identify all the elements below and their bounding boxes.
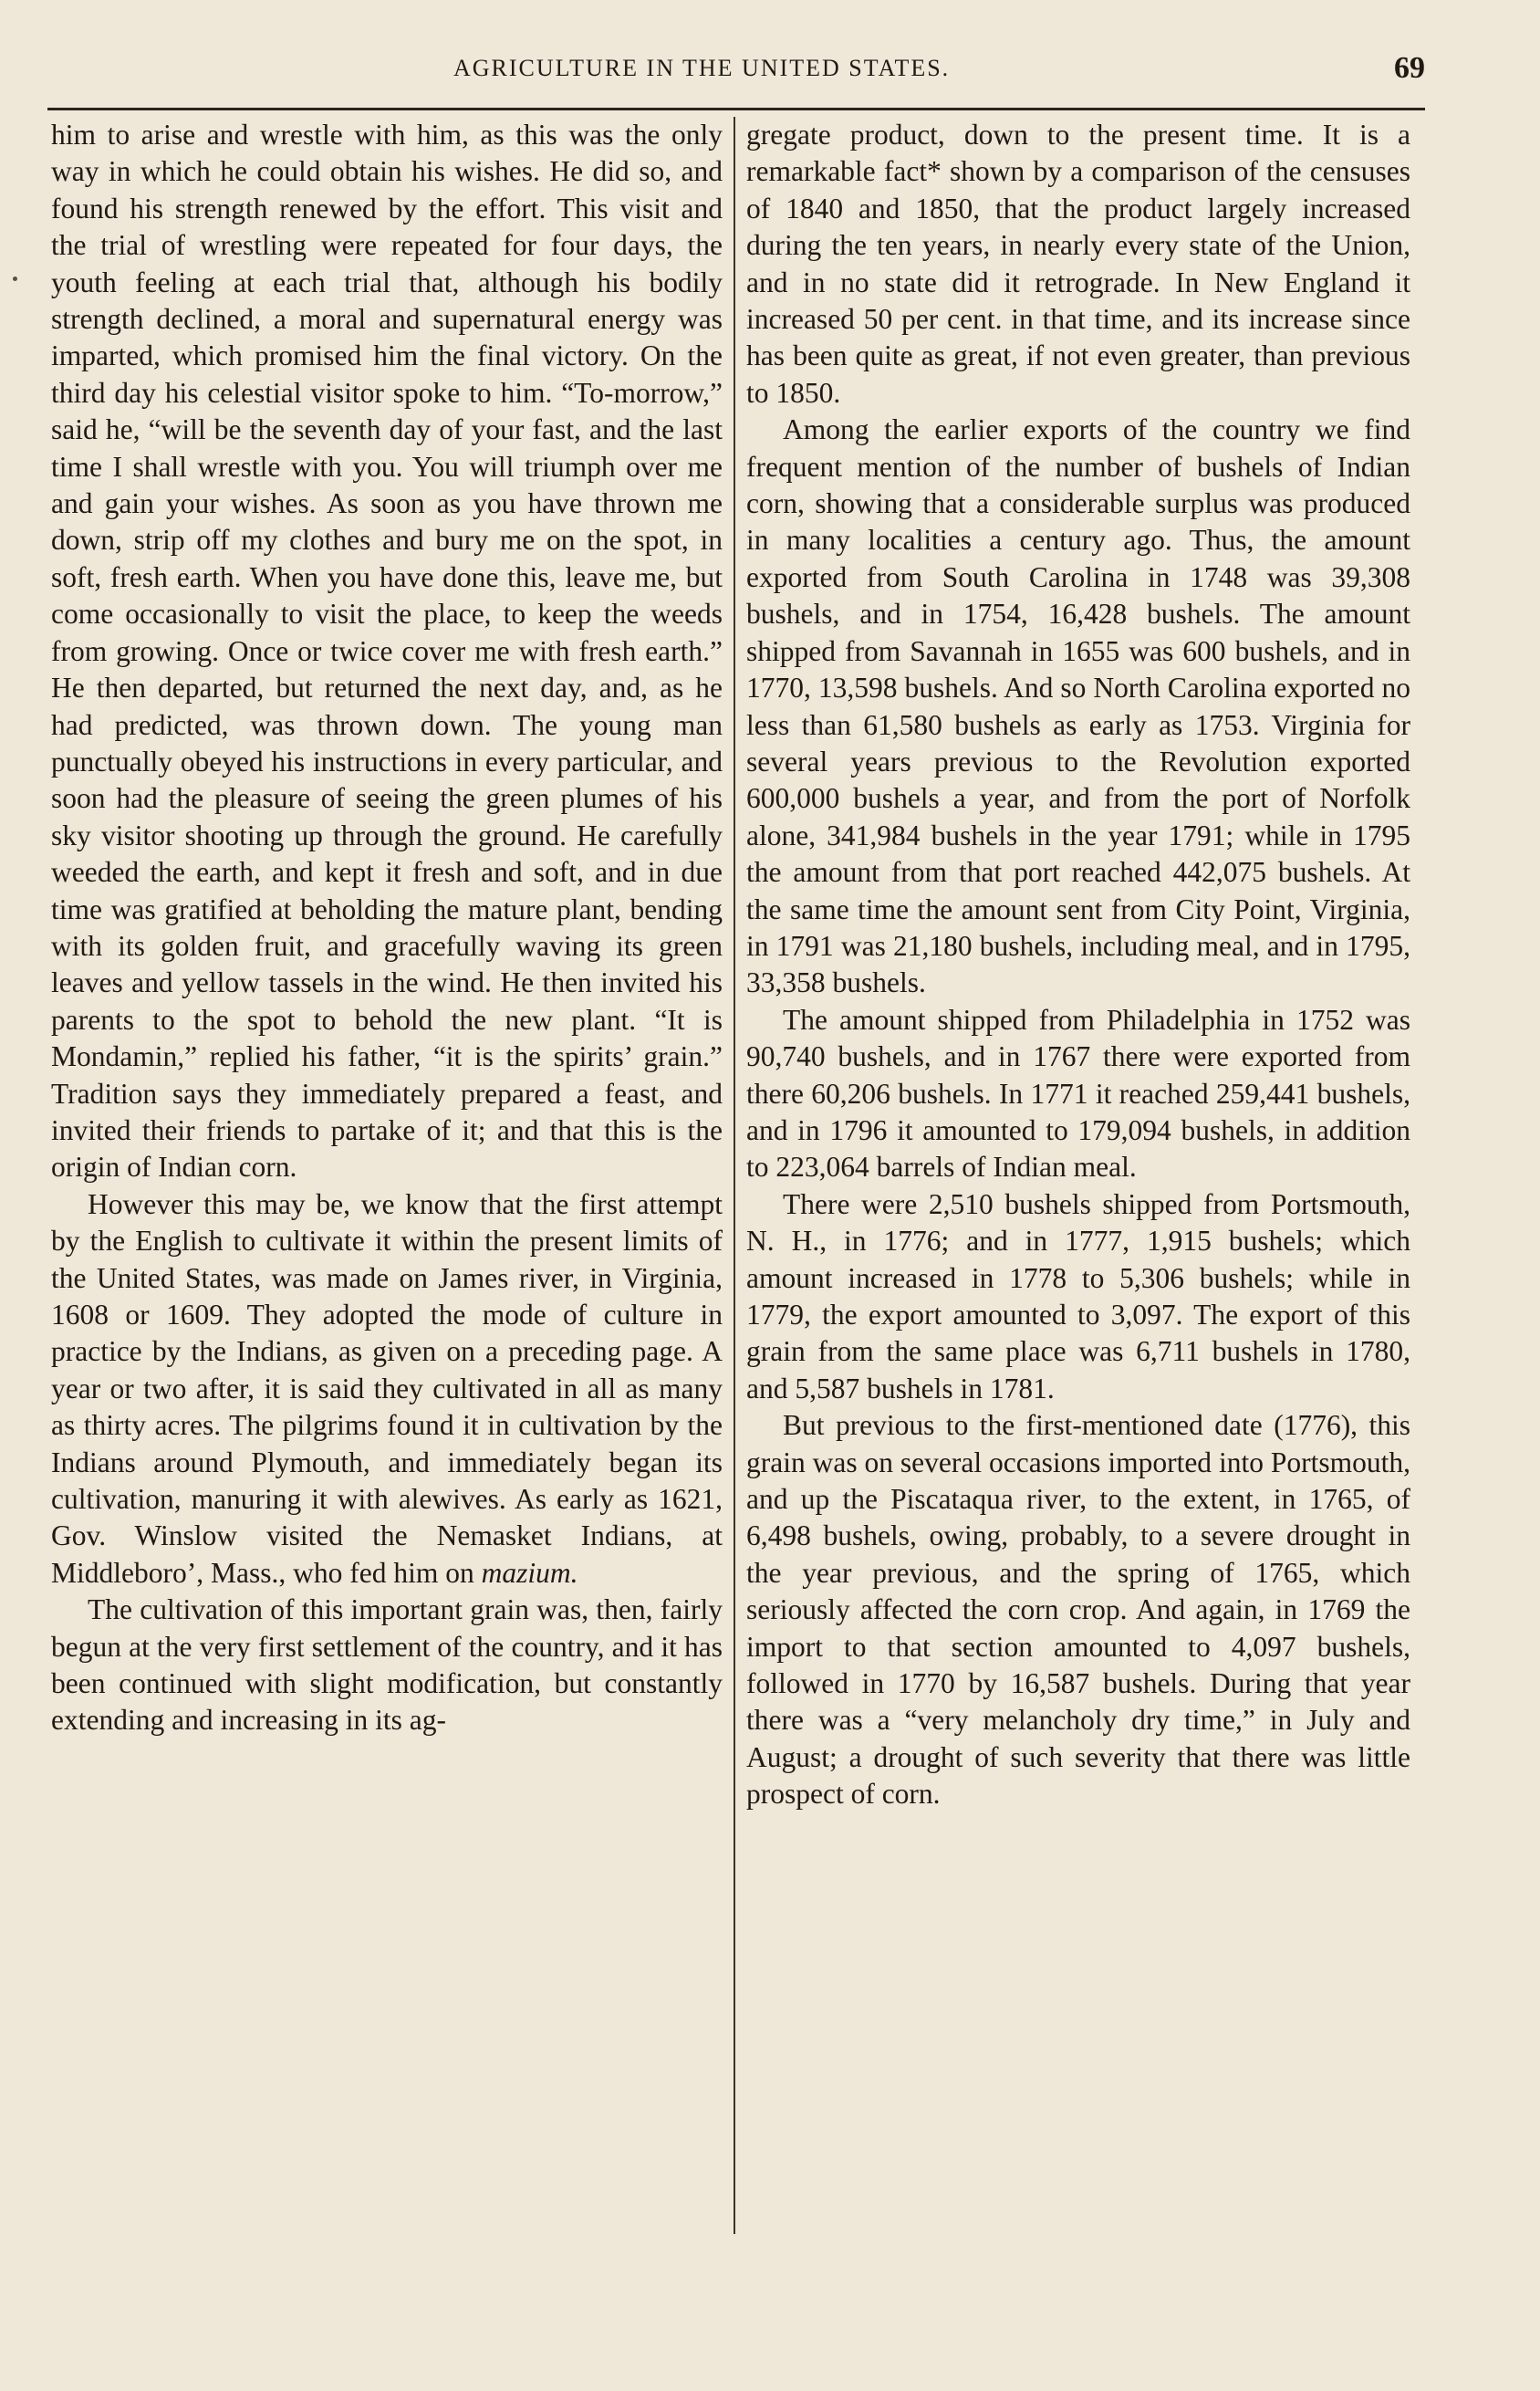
running-head: AGRICULTURE IN THE UNITED STATES. [453,55,951,81]
right-column [746,117,1410,1813]
paragraph-english-cultivation [51,1186,723,1592]
column-divider [734,117,735,2234]
page-header [47,51,1425,88]
paragraph-imports: But previous to the first-mentioned date (1776), this grain was on several occasions imported into Portsmouth, and up the Piscataqua river, to the extent, in 1765, of 6,498 bushels, owing, probably, to a severe drought in the year previous, and the spring of 1765, which seriously affected the corn crop. And again, in 1769 the import to that section amounted to 4,097 bushels, followed in 1770 by 16,587 bushels. During that year there was a “very melancholy dry time,” in July and August; a drought of such severity that there was little prospect of corn. [746,1409,1410,1811]
ink-speck [13,277,17,281]
italic-word-mazium: mazium. [481,1556,578,1589]
paragraph-wrestling-story: him to arise and wrestle with him, as this was the only way in which he could obtain his wishes. He did so, and found his strength renewed by the effort. This visit and the trial of wrestling were repeated for four days, the youth feeling at each trial that, although his bodily strength declined, a moral and supernatural energy was imparted, which promised him the final victory. On the third day his celestial visitor spoke to him. “To-morrow,” said he, “will be the seventh day of your fast, and the last time I shall wrestle with you. You will triumph over me and gain your wishes. As soon as you have thrown me down, strip off my clothes and bury me on the spot, in soft, fresh earth. When you have done this, leave me, but come occasionally to visit the place, to keep the weeds from growing. Once or twice cover me with fresh earth.” He then departed, but returned the next day, and, as he had predicted, was thrown down. The young man punctually obeyed his instructions in every particular, and soon had the pleasure of seeing the green plumes of his sky visitor shooting up through the ground. He carefully weeded the earth, and kept it fresh and soft, and in due time was gratified at beholding the mature plant, bending with its golden fruit, and gracefully waving its green leaves and yellow tassels in the wind. He then invited his parents to the spot to behold the new plant. “It is Mondamin,” replied his father, “it is the spirits’ grain.” Tradition says they immediately prepared a feast, and invited their friends to partake of it; and that this is the origin of Indian corn. [51,119,723,1184]
paragraph-philadelphia: The amount shipped from Philadelphia in 1752 was 90,740 bushels, and in 1767 there were exported from there 60,206 bushels. In 1771 it reached 259,441 bushels, and in 1796 it amounted to 179,094 bushels, in addition to 223,064 barrels of Indian meal. [746,1003,1410,1184]
paragraph-cultivation-begun: The cultivation of this important grain was, then, fairly begun at the very first settlement of the country, and it has been continued with slight modification, but constantly extending and increasing in its ag- [51,1593,723,1737]
paragraph-earlier-exports: Among the earlier exports of the country we find frequent mention of the number of bushels of Indian corn, showing that a considerable surplus was produced in many localities a century ago. Thus, the amount exported from South Carolina in 1748 was 39,308 bushels, and in 1754, 16,428 bushels. The amount shipped from Savannah in 1655 was 600 bushels, and in 1770, 13,598 bushels. And so North Carolina exported no less than 61,580 bushels as early as 1753. Virginia for several years previous to the Revolution exported 600,000 bushels a year, and from the port of Norfolk alone, 341,984 bushels in the year 1791; while in 1795 the amount from that port reached 442,075 bushels. At the same time the amount sent from City Point, Virginia, in 1791 was 21,180 bushels, including meal, and in 1795, 33,358 bushels. [746,413,1410,999]
left-column [51,117,723,1739]
header-rule [47,108,1425,110]
paragraph-portsmouth: There were 2,510 bushels shipped from Portsmouth, N. H., in 1776; and in 1777, 1,915 bushels; which amount increased in 1778 to 5,306 bushels; while in 1779, the export amounted to 3,097. The export of this grain from the same place was 6,711 bushels in 1780, and 5,587 bushels in 1781. [746,1187,1410,1404]
paragraph-text: However this may be, we know that the first attempt by the English to cultivate it within the present limits of the United States, was made on James river, in Virginia, 1608 or 1609. They adopted the mode of culture in practice by the Indians, as given on a preceding page. A year or two after, it is said they cultivated in all as many as thirty acres. The pilgrims found it in cultivation by the Indians around Plymouth, and immediately began its cultivation, manuring it with alewives. As early as 1621, Gov. Winslow visited the Nemasket Indians, at Middleboro’, Mass., who fed him on [51,1187,723,1589]
paragraph-aggregate-product: gregate product, down to the present time. It is a remarkable fact* shown by a comparison of the censuses of 1840 and 1850, that the product largely increased during the ten years, in nearly every state of the Union, and in no state did it retrograde. In New England it increased 50 per cent. in that time, and its increase since has been quite as great, if not even greater, than previous to 1850. [746,119,1410,409]
page-number: 69 [1394,51,1425,85]
